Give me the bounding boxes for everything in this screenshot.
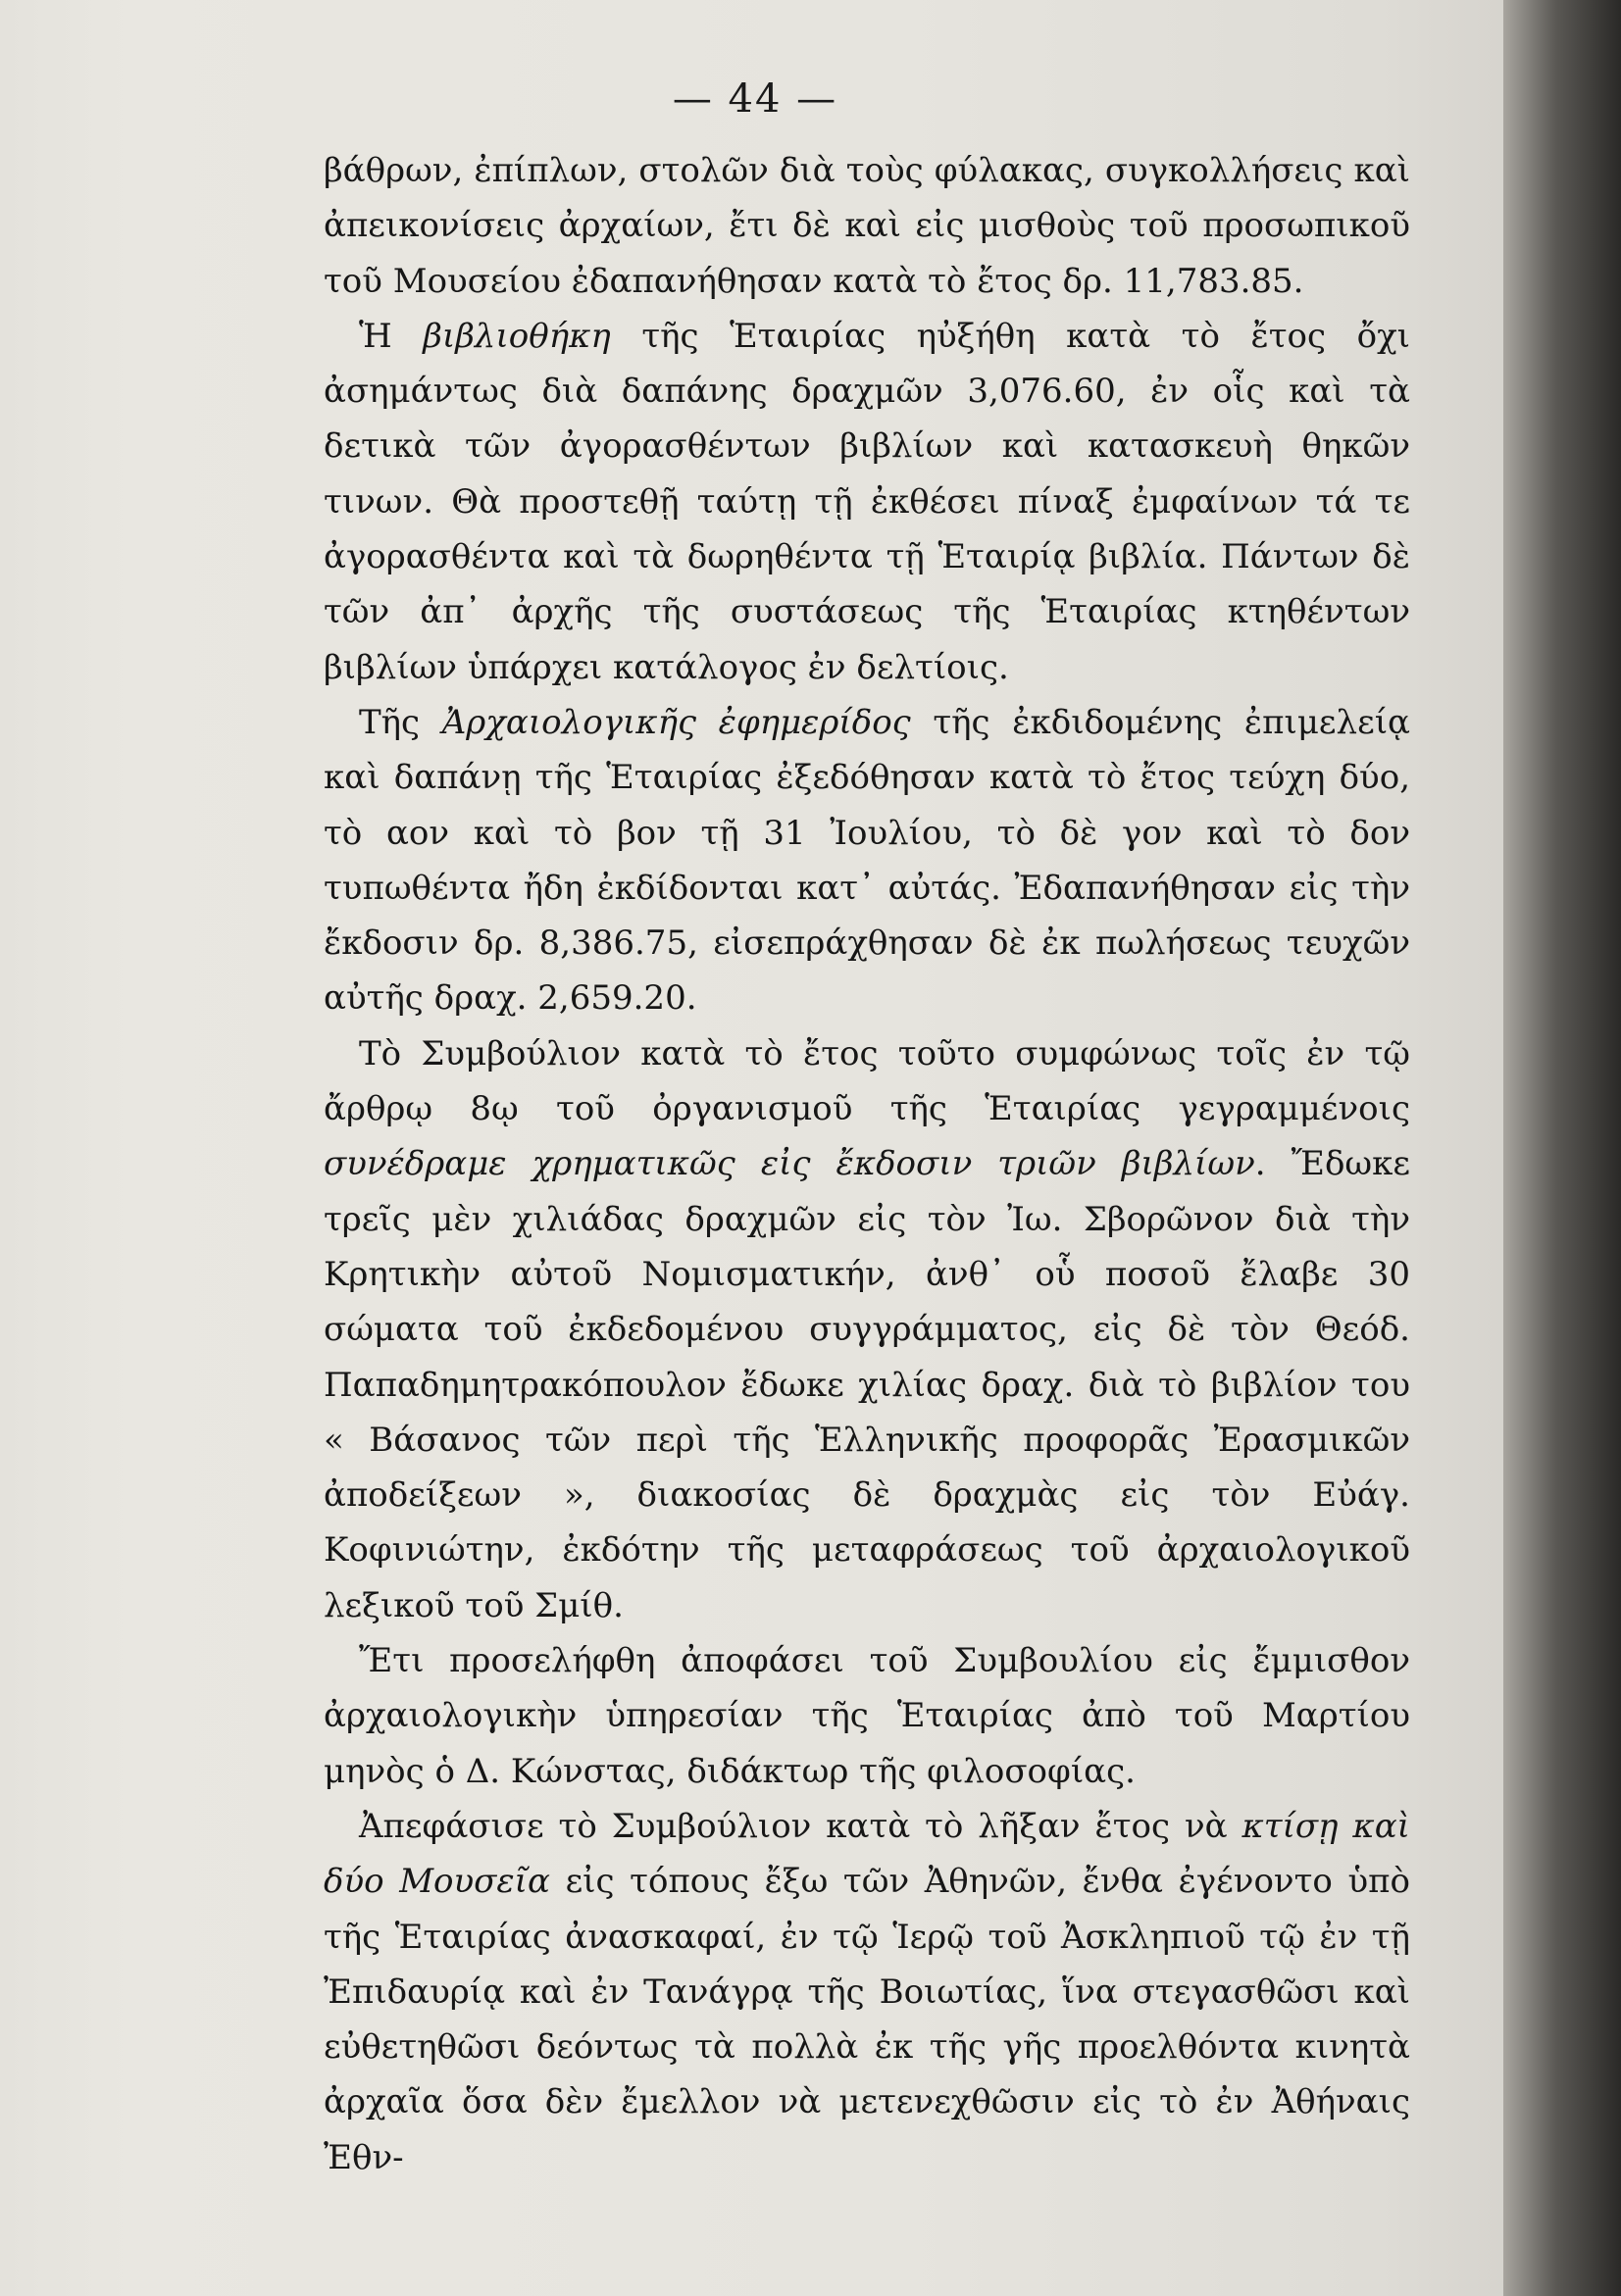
text-span: Τῆς	[359, 702, 442, 742]
text-span: Ἔτι προσελήφθη ἀποφάσει τοῦ Συμβουλίου εἰς ἔμμισθον ἀρχαιολογικὴν ὑπηρεσίαν τῆς Ἑταιρίας ἀπὸ τοῦ Μαρτίου μηνὸς ὁ Δ. Κώνστας, διδάκτωρ τῆς φιλοσοφίας.	[324, 1641, 1410, 1791]
italic-text-span: συνέδραμε χρηματικῶς εἰς ἔκδοσιν τριῶν βιβλίων	[324, 1144, 1255, 1184]
paragraph	[324, 1633, 1410, 1799]
page-number: — 44 —	[672, 76, 838, 122]
text-span: . Ἔδωκε τρεῖς μὲν χιλιάδας δραχμῶν εἰς τὸν Ἰω. Σβορῶνον διὰ τὴν Κρητικὴν αὐτοῦ Νομισματικήν, ἀνθ᾽ οὗ ποσοῦ ἔλαβε 30 σώματα τοῦ ἐκδεδομένου συγγράμματος, εἰς δὲ τὸν Θεόδ. Παπαδημητρακόπουλον ἔδωκε χιλίας δραχ. διὰ τὸ βιβλίον του « Βάσανος τῶν περὶ τῆς Ἑλληνικῆς προφορᾶς Ἐρασμικῶν ἀποδείξεων », διακοσίας δὲ δραχμὰς εἰς τὸν Εὐάγ. Κοφινιώτην, ἐκδότην τῆς μεταφράσεως τοῦ ἀρχαιολογικοῦ λεξικοῦ τοῦ Σμίθ.	[324, 1144, 1410, 1625]
paragraph	[324, 695, 1410, 1026]
book-binding-edge	[1503, 0, 1621, 2296]
text-span: τῆς ἐκδιδομένης ἐπιμελείᾳ καὶ δαπάνῃ τῆς Ἑταιρίας ἐξεδόθησαν κατὰ τὸ ἔτος τεύχη δύο, τὸ αον καὶ τὸ βον τῇ 31 Ἰουλίου, τὸ δὲ γον καὶ τὸ δον τυπωθέντα ἤδη ἐκδίδονται κατ᾽ αὐτάς. Ἐδαπανήθησαν εἰς τὴν ἔκδοσιν δρ. 8,386.75, εἰσεπράχθησαν δὲ ἐκ πωλήσεως τευχῶν αὐτῆς δραχ. 2,659.20.	[324, 702, 1410, 1019]
italic-text-span: Ἀρχαιολογικῆς ἐφημερίδος	[441, 702, 911, 742]
paragraph	[324, 143, 1410, 309]
paragraph	[324, 1799, 1410, 2185]
text-span: Ἀπεφάσισε τὸ Συμβούλιον κατὰ τὸ λῆξαν ἔτος νὰ	[359, 1806, 1242, 1846]
italic-text-span: κτίσῃ καὶ δύο Μουσεῖα	[324, 1806, 1410, 1902]
text-span: βάθρων, ἐπίπλων, στολῶν διὰ τοὺς φύλακας, συγκολλήσεις καὶ ἀπεικονίσεις ἀρχαίων, ἔτι δὲ καὶ εἰς μισθοὺς τοῦ προσωπικοῦ τοῦ Μουσείου ἐδαπανήθησαν κατὰ τὸ ἔτος δρ. 11,783.85.	[324, 151, 1410, 301]
text-span: εἰς τόπους ἔξω τῶν Ἀθηνῶν, ἔνθα ἐγένοντο ὑπὸ τῆς Ἑταιρίας ἀνασκαφαί, ἐν τῷ Ἱερῷ τοῦ Ἀσκληπιοῦ τῷ ἐν τῇ Ἐπιδαυρίᾳ καὶ ἐν Τανάγρᾳ τῆς Βοιωτίας, ἵνα στεγασθῶσι καὶ εὐθετηθῶσι δεόντως τὰ πολλὰ ἐκ τῆς γῆς προελθόντα κινητὰ ἀρχαῖα ὅσα δὲν ἔμελλον νὰ μετενεχθῶσιν εἰς τὸ ἐν Ἀθήναις Ἐθν-	[324, 1862, 1410, 2177]
paragraph	[324, 309, 1410, 695]
body-text	[324, 143, 1410, 2185]
italic-text-span: βιβλιοθήκη	[423, 316, 611, 356]
paragraph	[324, 1026, 1410, 1633]
text-span: τῆς Ἑταιρίας ηὐξήθη κατὰ τὸ ἔτος ὄχι ἀσημάντως διὰ δαπάνης δραχμῶν 3,076.60, ἐν οἷς καὶ τὰ δετικὰ τῶν ἀγορασθέντων βιβλίων καὶ κατασκευὴ θηκῶν τινων. Θὰ προστεθῇ ταύτῃ τῇ ἐκθέσει πίναξ ἐμφαίνων τά τε ἀγορασθέντα καὶ τὰ δωρηθέντα τῇ Ἑταιρίᾳ βιβλία. Πάντων δὲ τῶν ἀπ᾽ ἀρχῆς τῆς συστάσεως τῆς Ἑταιρίας κτηθέντων βιβλίων ὑπάρχει κατάλογος ἐν δελτίοις.	[324, 316, 1410, 687]
text-span: Τὸ Συμβούλιον κατὰ τὸ ἔτος τοῦτο συμφώνως τοῖς ἐν τῷ ἄρθρῳ 8ῳ τοῦ ὀργανισμοῦ τῆς Ἑταιρίας γεγραμμένοις	[324, 1033, 1410, 1129]
text-span: Ἡ	[359, 316, 424, 356]
